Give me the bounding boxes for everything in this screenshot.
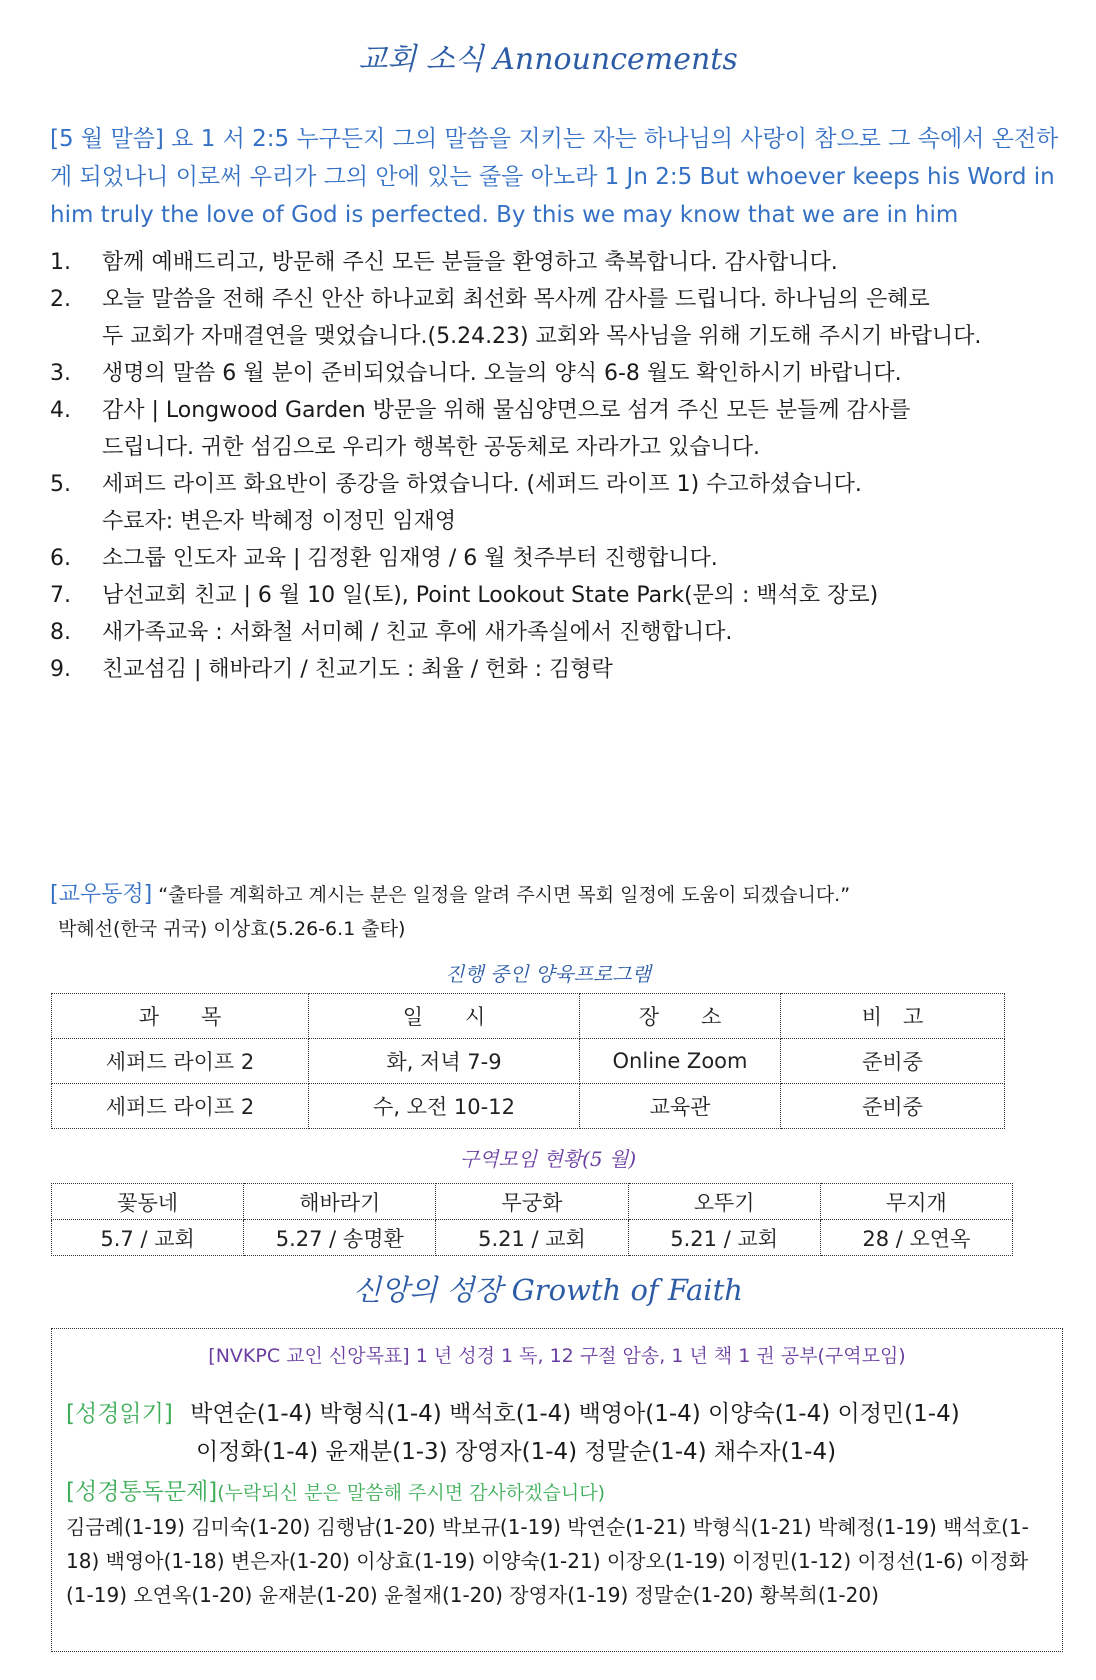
bible-reading [66,1395,1046,1471]
item-text-continued: 두 교회가 자매결연을 맺었습니다.(5.24.23) 교회와 목사님을 위해 기도해 주시기 바랍니다. [102,324,982,349]
faith-heading: 신앙의 성장 Growth of Faith [353,1273,743,1307]
table-cell: 교육관 [580,1084,781,1129]
table-cell: 준비중 [781,1039,1005,1084]
list-item [50,281,1080,355]
table-row [52,1220,1013,1256]
bible-quiz-names: 김금례(1-19) 김미숙(1-20) 김행남(1-20) 박보규(1-19) 박연순(1-21) 박형식(1-21) 박혜정(1-19) 백석호(1-18) 백영아(1-18) 변은자(1-20) 이상효(1-19) 이양숙(1-21) 이장오(1-19) 이정민(1-12) 이정선(1-6) 이정화 (1-19) 오연옥(1-20) 윤재분(1-20) 윤철재(1-20) 장영자(1-19) 정말순(1-20) 황복희(1-20) [66,1515,1029,1607]
districts-table [51,1183,1013,1256]
list-item [50,466,1080,540]
item-number: 1. [50,250,71,275]
table-cell: 5.27 / 송명환 [244,1220,436,1256]
list-item [50,355,1080,392]
item-text: 오늘 말씀을 전해 주신 안산 하나교회 최선화 목사께 감사를 드립니다. 하나님의 은혜로 [102,287,930,312]
table-header: 비 고 [781,994,1005,1039]
list-item [50,540,1080,577]
item-number: 8. [50,620,71,645]
table-cell: 5.7 / 교회 [52,1220,244,1256]
announcement-list [50,244,1080,688]
table-cell: 세퍼드 라이프 2 [52,1084,309,1129]
table-cell: 수, 오전 10-12 [309,1084,580,1129]
item-text-continued: 수료자: 변은자 박혜정 이정민 임재영 [102,509,457,534]
table-header: 무지개 [820,1184,1012,1220]
bible-quiz [66,1475,1056,1612]
item-text: 소그룹 인도자 교육 | 김정환 임재영 / 6 월 첫주부터 진행합니다. [102,546,718,571]
item-text: 감사 | Longwood Garden 방문을 위해 물심양면으로 섬겨 주신 모든 분들께 감사를 [102,398,911,423]
table-row [52,1084,1005,1129]
item-text: 세퍼드 라이프 화요반이 종강을 하였습니다. (세퍼드 라이프 1) 수고하셨습니다. [102,472,862,497]
item-text: 생명의 말씀 6 월 분이 준비되었습니다. 오늘의 양식 6-8 월도 확인하시기 바랍니다. [102,361,902,386]
table-header: 일 시 [309,994,580,1039]
member-news-tag: [교우동정] [50,882,153,907]
table-header: 오뚜기 [628,1184,820,1220]
table-cell: 5.21 / 교회 [628,1220,820,1256]
table-cell: 5.21 / 교회 [436,1220,628,1256]
table-header: 해바라기 [244,1184,436,1220]
table-cell: 화, 저녁 7-9 [309,1039,580,1084]
monthly-verse: [5 월 말씀] 요 1 서 2:5 누구든지 그의 말씀을 지키는 자는 하나님의 사랑이 참으로 그 속에서 온전하게 되었나니 이로써 우리가 그의 안에 있는 줄을 아노라 1 Jn 2:5 But whoever keeps his Word in him truly the love of God is perfected. By this we may know that we are in him [50,126,1059,228]
table-header: 무궁화 [436,1184,628,1220]
bible-reading-label: [성경읽기] [66,1401,173,1427]
member-news [50,878,1070,946]
districts-heading: 구역모임 현황(5 월) [459,1147,637,1171]
table-cell: Online Zoom [580,1039,781,1084]
programs-table [51,993,1005,1129]
table-cell: 세퍼드 라이프 2 [52,1039,309,1084]
member-news-names: 박혜선(한국 귀국) 이상효(5.26-6.1 출타) [58,918,406,940]
item-number: 2. [50,287,71,312]
member-news-text: “출타를 계획하고 계시는 분은 일정을 알려 주시면 목회 일정에 도움이 되겠습니다.” [152,884,851,906]
table-header: 꽃동네 [52,1184,244,1220]
table-header-row [52,1184,1013,1220]
list-item [50,392,1080,466]
list-item [50,614,1080,651]
table-header: 과 목 [52,994,309,1039]
item-number: 3. [50,361,71,386]
table-cell: 준비중 [781,1084,1005,1129]
table-row [52,1039,1005,1084]
faith-goal: [NVKPC 교인 신앙목표] 1 년 성경 1 독, 12 구절 암송, 1 년 책 1 권 공부(구역모임) [208,1345,906,1367]
bible-quiz-note: (누락되신 분은 말씀해 주시면 감사하겠습니다) [217,1482,605,1504]
programs-heading: 진행 중인 양육프로그램 [445,962,651,986]
item-number: 7. [50,583,71,608]
bible-reading-names: 박연순(1-4) 박형식(1-4) 백석호(1-4) 백영아(1-4) 이양숙(1-4) 이정민(1-4) [190,1401,960,1427]
item-text-continued: 드립니다. 귀한 섬김으로 우리가 행복한 공동체로 자라가고 있습니다. [102,435,760,460]
item-number: 5. [50,472,71,497]
faith-box [51,1328,1063,1652]
item-text: 친교섬김 | 해바라기 / 친교기도 : 최율 / 헌화 : 김형락 [102,657,613,682]
table-header: 장 소 [580,994,781,1039]
bible-quiz-label: [성경통독문제] [66,1479,218,1505]
table-cell: 28 / 오연옥 [820,1220,1012,1256]
item-text: 새가족교육 : 서화철 서미혜 / 친교 후에 새가족실에서 진행합니다. [102,620,733,645]
list-item [50,244,1080,281]
list-item [50,577,1080,614]
page-title: 교회 소식 Announcements [358,42,738,77]
item-number: 4. [50,398,71,423]
item-number: 9. [50,657,71,682]
item-text: 남선교회 친교 | 6 월 10 일(토), Point Lookout State Park(문의 : 백석호 장로) [102,583,879,608]
bible-reading-names-continued: 이정화(1-4) 윤재분(1-3) 장영자(1-4) 정말순(1-4) 채수자(1-4) [196,1439,837,1465]
table-header-row [52,994,1005,1039]
list-item [50,651,1080,688]
item-text: 함께 예배드리고, 방문해 주신 모든 분들을 환영하고 축복합니다. 감사합니다. [102,250,838,275]
item-number: 6. [50,546,71,571]
